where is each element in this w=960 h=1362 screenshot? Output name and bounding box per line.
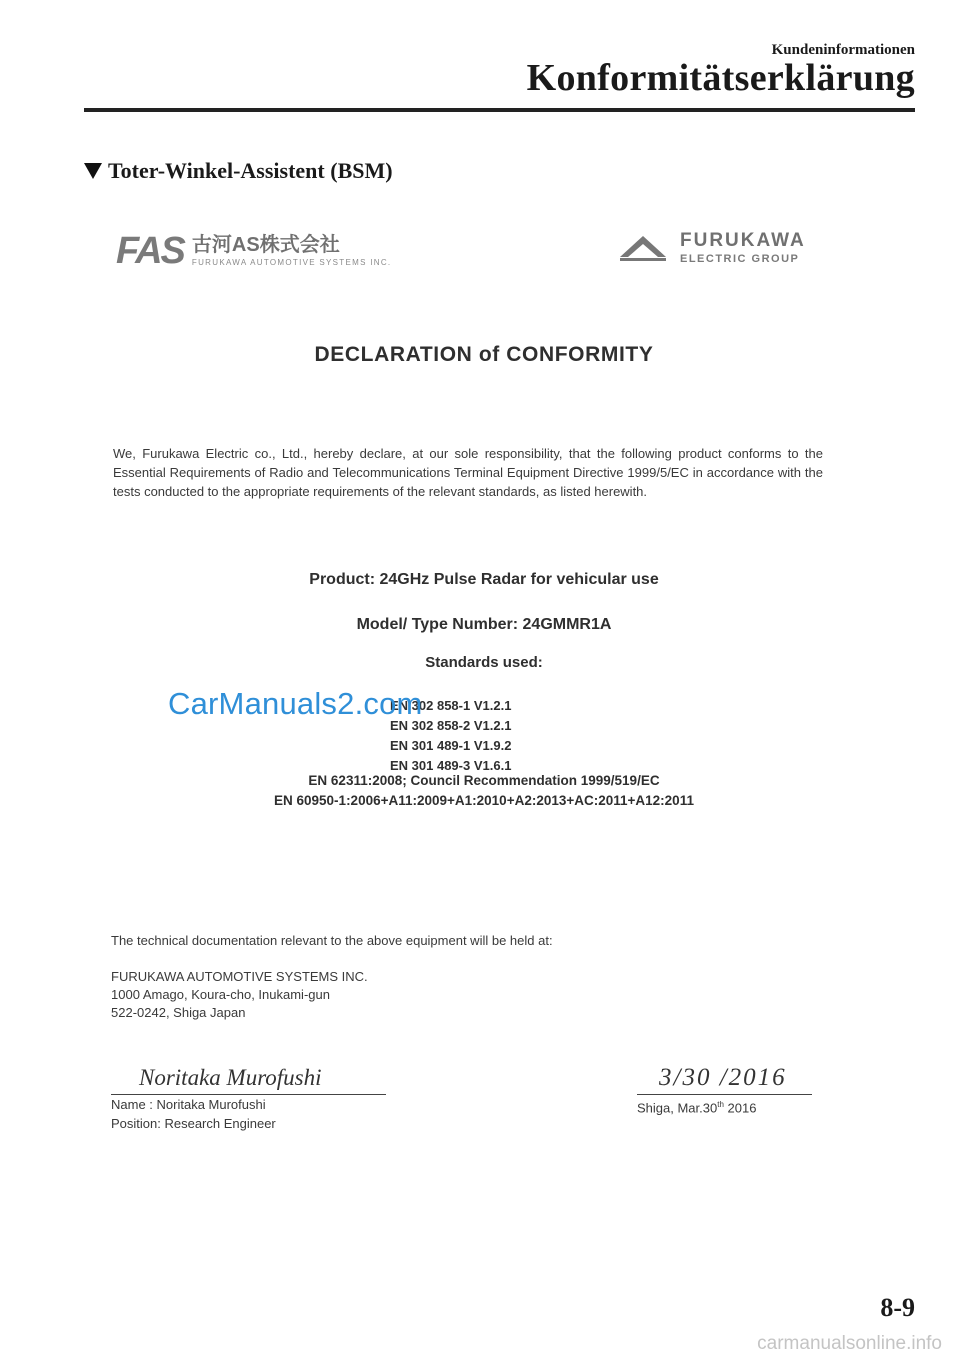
- triangle-bullet-icon: [84, 163, 102, 179]
- fas-logo-japanese: 古河AS株式会社: [191, 234, 340, 256]
- signatory-name: Name : Noritaka Murofushi: [111, 1097, 266, 1112]
- address-block: [111, 968, 368, 1022]
- standard-item: EN 302 858-2 V1.2.1: [390, 718, 512, 733]
- address-line: 522-0242, Shiga Japan: [111, 1005, 246, 1020]
- address-line: FURUKAWA AUTOMOTIVE SYSTEMS INC.: [111, 969, 368, 984]
- section-heading-text: Toter-Winkel-Assistent (BSM): [108, 158, 393, 183]
- address-line: 1000 Amago, Koura-cho, Inukami-gun: [111, 987, 330, 1002]
- standard-wide-2: EN 60950-1:2006+A11:2009+A1:2010+A2:2013+AC:2011+A12:2011: [274, 793, 694, 808]
- standard-item: EN 301 489-1 V1.9.2: [390, 738, 512, 753]
- declaration-text: We, Furukawa Electric co., Ltd., hereby declare, at our sole responsibility, that the following product conforms to the Essential Requirements of Radio and Telecommunications Terminal Equipment Directive 1999/5/EC in accordance with the tests conducted to the appropriate requirements of the relevant standards, as listed herewith.: [113, 446, 823, 499]
- standard-wide-1: EN 62311:2008; Council Recommendation 1999/519/EC: [308, 773, 660, 788]
- fas-logo-mark: FAS: [116, 230, 184, 272]
- standard-item: EN 302 858-1 V1.2.1: [390, 698, 512, 713]
- fas-logo-english: FURUKAWA AUTOMOTIVE SYSTEMS INC.: [191, 258, 392, 267]
- model-line: Model/ Type Number: 24GMMR1A: [356, 616, 612, 633]
- header-rule: [84, 108, 915, 112]
- furukawa-logo-name: FURUKAWA: [680, 230, 806, 251]
- header-section-label: Kundeninformationen: [771, 42, 915, 58]
- place-date: Shiga, Mar.30th 2016: [637, 1100, 757, 1116]
- signatory-position: Position: Research Engineer: [111, 1116, 276, 1131]
- section-heading: [84, 158, 393, 184]
- watermark: CarManuals2.com: [168, 686, 423, 721]
- furukawa-logo-sub: ELECTRIC GROUP: [680, 253, 800, 265]
- tech-doc-line: The technical documentation relevant to the above equipment will be held at:: [111, 933, 553, 948]
- fas-logo: [116, 232, 391, 270]
- handwritten-date: 3/30 /2016: [659, 1064, 787, 1091]
- page-title: Konformitätserklärung: [526, 57, 915, 99]
- declaration-title: DECLARATION of CONFORMITY: [314, 343, 654, 366]
- standards-heading: Standards used:: [425, 654, 543, 671]
- standard-item: EN 301 489-3 V1.6.1: [390, 758, 512, 773]
- furukawa-logo: [618, 231, 806, 265]
- page-number: 8-9: [880, 1293, 915, 1322]
- furukawa-logo-icon: [618, 233, 668, 263]
- date-block: [637, 1062, 812, 1117]
- product-line: Product: 24GHz Pulse Radar for vehicular use: [309, 571, 659, 588]
- handwritten-signature: Noritaka Murofushi: [139, 1065, 322, 1090]
- signature-block: [111, 1062, 386, 1133]
- footer-site: carmanualsonline.info: [757, 1333, 942, 1354]
